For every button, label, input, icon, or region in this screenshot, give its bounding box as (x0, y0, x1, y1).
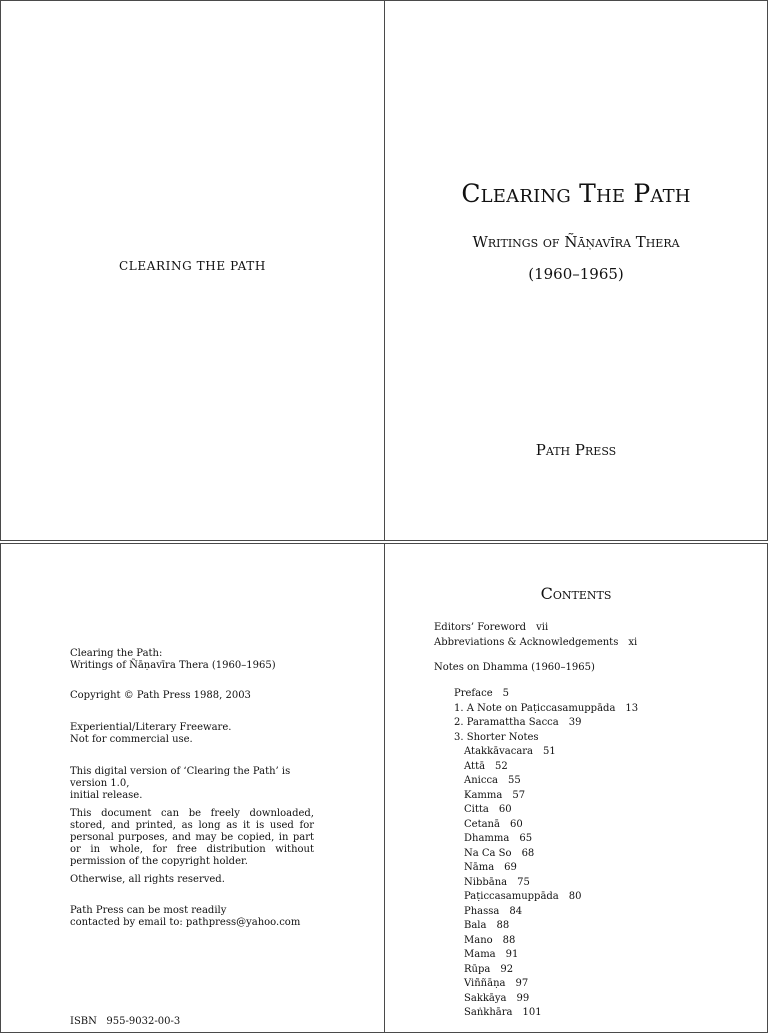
license-line: Not for commercial use. (70, 734, 193, 745)
toc-entry-page: 13 (625, 702, 639, 714)
title-page (384, 0, 768, 541)
version-line: This digital version of ‘Clearing the Path’ is version 1.0, (70, 766, 291, 789)
publisher-name: Path Press (535, 441, 617, 459)
toc-entry-page: 39 (568, 717, 582, 728)
toc-entry[interactable] (464, 890, 582, 905)
version-line: initial release. (70, 790, 143, 801)
toc-entry[interactable] (464, 934, 582, 949)
toc-entry-label: Mano (464, 934, 493, 946)
toc-entry-label: Nibbāna (464, 876, 508, 888)
book-years: (1960–1965) (528, 265, 624, 283)
toc-entry[interactable] (464, 1006, 582, 1021)
toc-entry[interactable] (464, 963, 582, 978)
distribution-text: This document can be freely downloaded, stored, and printed, as long as it is used for personal purposes, and may be copied, in part or in whole, for free distribution without permission of the copyright holder. (70, 808, 314, 867)
toc-entry[interactable] (464, 977, 582, 992)
toc-entry[interactable] (464, 919, 582, 934)
toc-entry-label: Anicca (464, 775, 499, 786)
toc-entry-page: 97 (515, 978, 529, 989)
distribution-notice (70, 808, 314, 868)
toc-entry-page: 52 (495, 760, 508, 772)
contact-line: Path Press can be most readily (70, 905, 227, 916)
toc-entry[interactable] (464, 818, 582, 833)
toc-entry-page: 80 (568, 891, 582, 902)
imprint-title-block (70, 648, 314, 672)
toc-entry-page: 92 (500, 963, 514, 975)
toc-entry-page: 55 (508, 775, 521, 786)
toc-entry[interactable] (454, 716, 638, 731)
toc-entry-page: xi (628, 636, 638, 648)
toc-entry-page: 69 (504, 862, 517, 873)
toc-section-label: Notes on Dhamma (1960–1965) (434, 662, 595, 673)
toc-entry[interactable] (464, 745, 582, 760)
toc-entry[interactable] (454, 702, 638, 717)
toc-entry-label: Mama (464, 949, 496, 960)
contact-notice (70, 905, 314, 929)
toc-entry-label: Bala (464, 920, 487, 931)
toc-entry[interactable] (464, 803, 582, 818)
license-notice (70, 722, 314, 746)
toc-entry-page: 101 (522, 1007, 542, 1018)
contact-line: contacted by email to: pathpress@yahoo.com (70, 917, 301, 928)
toc-entry-label: Nāma (464, 862, 495, 873)
half-title-page (0, 0, 385, 541)
toc-entry-page: vii (536, 622, 549, 633)
toc-entry[interactable] (464, 847, 582, 862)
half-title: CLEARING THE PATH (119, 259, 266, 273)
toc-entry-label: Preface (454, 688, 493, 699)
toc-entry-page: 65 (519, 833, 533, 844)
toc-entry-label: Citta (464, 804, 489, 815)
toc-entry[interactable] (464, 905, 582, 920)
toc-entry[interactable] (464, 992, 582, 1007)
rights-notice (70, 874, 314, 886)
toc-entry-page: 60 (498, 804, 512, 815)
toc-entry-label: 1. A Note on Paṭiccasamuppāda (454, 702, 616, 714)
toc-entry-page: 5 (502, 688, 509, 699)
toc-entry-label: Kamma (464, 789, 503, 801)
toc-entry-label: Abbreviations & Acknowledgements (434, 636, 619, 648)
toc-entry-label: Viññāṇa (464, 978, 506, 989)
toc-entry[interactable] (464, 760, 582, 775)
toc-entry-page: 88 (502, 934, 516, 946)
isbn-text: ISBN 955-9032-00-3 (70, 1016, 181, 1027)
toc-section-heading (434, 661, 595, 676)
book-subtitle: Writings of Ñāṇavīra Thera (472, 233, 680, 251)
toc-entry[interactable] (464, 789, 582, 804)
toc-entry[interactable] (464, 774, 582, 789)
toc-entry-label: Cetanā (464, 818, 500, 830)
toc-entry-page: 60 (509, 818, 523, 830)
toc-entry[interactable] (434, 636, 637, 651)
copyright-notice (70, 690, 314, 702)
toc-front-matter (434, 621, 637, 650)
book-title: Clearing The Path (461, 179, 691, 208)
toc-entry-label: Phassa (464, 905, 500, 917)
imprint-book-subtitle: Writings of Ñāṇavīra Thera (1960–1965) (70, 660, 276, 671)
toc-main-entries (454, 687, 638, 745)
rights-text: Otherwise, all rights reserved. (70, 874, 225, 885)
toc-entry[interactable] (454, 731, 638, 746)
toc-entry-label: Paṭiccasamuppāda (464, 891, 559, 902)
toc-entry[interactable] (464, 948, 582, 963)
toc-entry-label: Attā (464, 760, 486, 772)
toc-entry-page: 88 (496, 920, 510, 931)
toc-entry[interactable] (434, 621, 637, 636)
toc-entry[interactable] (464, 876, 582, 891)
toc-entry-label: Editors’ Foreword (434, 622, 527, 633)
toc-entry-label: Atakkāvacara (464, 746, 534, 757)
toc-entry[interactable] (464, 832, 582, 847)
toc-entry-label: 2. Paramattha Sacca (454, 717, 559, 728)
contents-heading: Contents (540, 584, 612, 603)
toc-entry-label: Saṅkhāra (464, 1007, 513, 1018)
toc-entry-label: Sakkāya (464, 992, 507, 1004)
toc-entry-label: Rūpa (464, 963, 491, 975)
toc-entry-page: 91 (505, 949, 519, 960)
toc-entry-label: Na Ca So (464, 847, 512, 859)
toc-entry-page: 75 (517, 876, 530, 888)
toc-entry-label: Dhamma (464, 833, 510, 844)
toc-entry-page: 57 (512, 789, 526, 801)
license-line: Experiential/Literary Freeware. (70, 722, 232, 733)
toc-entry-page: 51 (543, 746, 556, 757)
toc-entry[interactable] (454, 687, 638, 702)
copyright-text: Copyright © Path Press 1988, 2003 (70, 690, 251, 701)
toc-entry[interactable] (464, 861, 582, 876)
toc-entry-page: 84 (509, 905, 523, 917)
toc-entry-page: 99 (516, 992, 530, 1004)
toc-entry-page: 68 (521, 847, 535, 859)
toc-shorter-notes (464, 745, 582, 1021)
toc-entry-label: 3. Shorter Notes (454, 731, 539, 743)
imprint-book-title: Clearing the Path: (70, 648, 163, 659)
version-notice (70, 766, 314, 802)
isbn-line (70, 1016, 314, 1028)
